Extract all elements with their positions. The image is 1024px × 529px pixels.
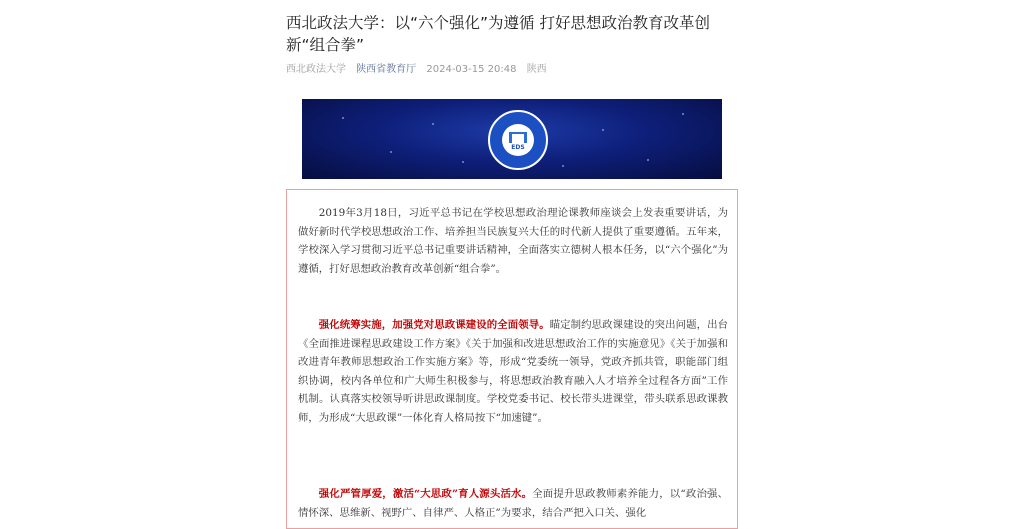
article-content <box>286 189 738 529</box>
meta-source: 西北政法大学 <box>286 64 346 75</box>
paragraph-text: 瞄定制约思政课建设的突出问题，出台《全面推进课程思政建设工作方案》《关于加强和改进思想政治工作的实施意见》《关于加强和改进青年教师思想政治工作实施方案》等，形成“党委统一领导，党政齐抓共管，职能部门组织协调，校内各单位和广大师生积极参与，将思想政治教育融入人才培养全过程各方面”工作机制。认真落实校领导听讲思政课制度。学校党委书记、校长带头进课堂，带头联系思政课教师，为形成“大思政课”一体化育人格局按下“加速键”。 <box>298 319 728 424</box>
logo-text: EDS <box>511 144 525 151</box>
meta-location: 陕西 <box>526 64 547 75</box>
education-department-logo-icon <box>488 110 548 170</box>
meta-account-link[interactable]: 陕西省教育厅 <box>356 64 417 75</box>
paragraph-heading: 强化严管厚爱，激活“大思政”育人源头活水。 <box>318 488 533 500</box>
paragraph-text: 全面提升思政教师素养能力，以“政治强、情怀深、思维新、视野广、自律严、人格正”为要求，结合严把入口关、强化 <box>298 488 728 519</box>
book-icon <box>509 132 527 143</box>
paragraph-teachers <box>298 485 728 522</box>
banner-image <box>302 99 722 179</box>
meta-datetime: 2024-03-15 20:48 <box>426 64 517 75</box>
paragraph-leadership <box>298 316 728 427</box>
paragraph-heading: 强化统筹实施，加强党对思政课建设的全面领导。 <box>318 319 550 331</box>
paragraph-intro <box>298 204 728 278</box>
article-title: 西北政法大学：以“六个强化”为遵循 打好思想政治教育改革创新“组合拳” <box>286 14 710 54</box>
article-meta <box>286 63 554 77</box>
paragraph-text: 2019年3月18日，习近平总书记在学校思想政治理论课教师座谈会上发表重要讲话，为做好新时代学校思想政治工作、培养担当民族复兴大任的时代新人提供了重要遵循。五年来，学校深入学习贯彻习近平总书记重要讲话精神，全面落实立德树人根本任务，以“六个强化”为遵循，打好思想政治教育改革创新“组合拳”。 <box>298 207 728 275</box>
